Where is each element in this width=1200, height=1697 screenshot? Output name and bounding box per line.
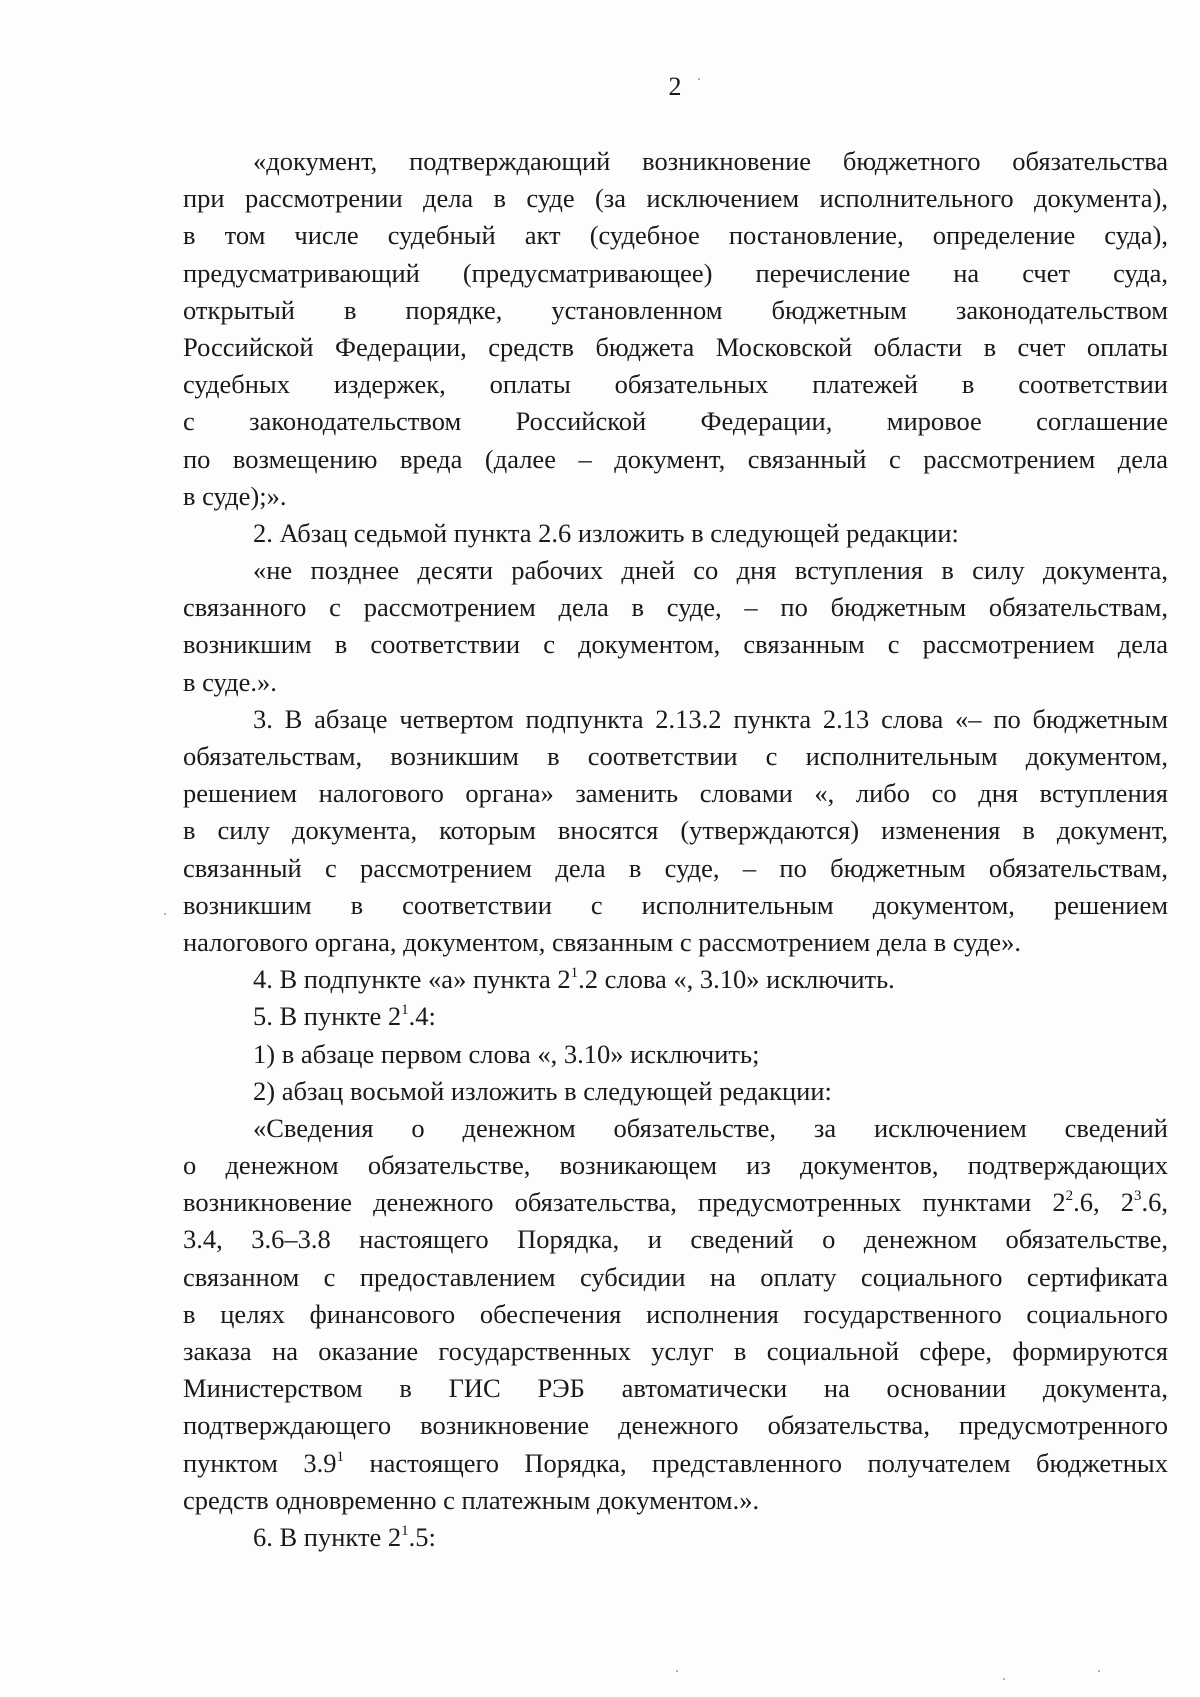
line-text: .6, 2 (1073, 1187, 1135, 1218)
line-text: открытый в порядке, установленном бюджетным законодательством (183, 294, 1168, 325)
superscript: 1 (336, 1448, 344, 1465)
text-line (183, 1407, 1168, 1444)
line-text: обязательствам, возникшим в соответствии с исполнительным документом, (183, 741, 1168, 771)
line-text: «документ, подтверждающий возникновение бюджетного обязательства (253, 146, 1168, 176)
text-line (183, 850, 1168, 887)
line-text: 6. В пункте 2 (253, 1521, 402, 1552)
text-line (183, 180, 1168, 217)
document-body (183, 143, 1168, 1556)
line-text: .5: (408, 1521, 436, 1552)
text-line (183, 1482, 1168, 1519)
line-text: связанном с предоставлением субсидии на оплату социального сертификата (183, 1261, 1168, 1292)
line-text: предусматривающий (предусматривающее) перечисление на счет суда, (183, 257, 1168, 288)
line-text: связанного с рассмотрением дела в суде, – по бюджетным обязательствам, (183, 592, 1168, 623)
line-text: заказа на оказание государственных услуг в социальной сфере, формируются (183, 1336, 1168, 1366)
line-text: Министерством в ГИС РЭБ автоматически на основании документа, (183, 1373, 1168, 1404)
line-text: «не позднее десяти рабочих дней со дня вступления в силу документа, (253, 555, 1168, 586)
text-line (183, 441, 1168, 478)
text-line (183, 329, 1168, 366)
line-text: о денежном обязательстве, возникающем из документов, подтверждающих (183, 1150, 1168, 1181)
text-line (183, 1147, 1168, 1184)
line-text: настоящего Порядка, представленного получателем бюджетных (343, 1447, 1168, 1478)
line-text: решением налогового органа» заменить словами «, либо со дня вступления (183, 778, 1168, 809)
text-line (183, 701, 1168, 738)
line-text: средств одновременно с платежным документом.». (183, 1484, 760, 1515)
text-line (183, 403, 1168, 440)
line-text: судебных издержек, оплаты обязательных платежей в соответствии (183, 369, 1168, 400)
text-line (183, 1073, 1168, 1110)
text-line (183, 775, 1168, 812)
text-line (183, 1370, 1168, 1407)
text-line (183, 812, 1168, 849)
text-line (183, 366, 1168, 403)
line-text: возникшим в соответствии с исполнительным документом, решением (183, 889, 1168, 920)
superscript: 1 (401, 1002, 409, 1019)
scan-speck (1098, 1670, 1100, 1672)
text-line (183, 887, 1168, 924)
superscript: 1 (570, 965, 579, 982)
line-text: подтверждающего возникновение денежного обязательства, предусмотренного (183, 1410, 1168, 1441)
text-line (183, 1519, 1168, 1556)
text-line (183, 1036, 1168, 1073)
text-line (183, 552, 1168, 589)
line-text: 3.4, 3.6–3.8 настоящего Порядка, и сведений о денежном обязательстве, (183, 1224, 1168, 1255)
scan-speck (164, 913, 166, 915)
scan-speck (1003, 1678, 1005, 1680)
line-text: в силу документа, которым вносятся (утверждаются) изменения в документ, (183, 815, 1168, 846)
text-line (183, 1445, 1168, 1482)
superscript: 3 (1134, 1188, 1142, 1205)
line-text: с законодательством Российской Федерации, мировое соглашение (183, 406, 1168, 437)
text-line (183, 1296, 1168, 1333)
text-line (183, 217, 1168, 254)
text-line (183, 292, 1168, 329)
page-number: 2 (668, 72, 682, 101)
text-line (183, 1110, 1168, 1147)
text-line (183, 1333, 1168, 1370)
line-text: 2. Абзац седьмой пункта 2.6 изложить в следующей редакции: (253, 517, 959, 548)
line-text: .2 слова «, 3.10» исключить. (578, 964, 895, 995)
text-line (183, 589, 1168, 626)
text-line (183, 478, 1168, 515)
text-line (183, 961, 1168, 998)
line-text: .4: (408, 1001, 436, 1032)
line-text: при рассмотрении дела в суде (за исключением исполнительного документа), (183, 183, 1168, 214)
superscript: 1 (401, 1522, 409, 1539)
text-line (183, 924, 1168, 961)
text-line (183, 1221, 1168, 1258)
text-line (183, 255, 1168, 292)
line-text: 4. В подпункте «а» пункта 2 (253, 964, 571, 995)
line-text: в целях финансового обеспечения исполнения государственного социального (183, 1298, 1168, 1329)
text-line (183, 626, 1168, 663)
superscript: 2 (1065, 1188, 1074, 1205)
text-line (183, 664, 1168, 701)
line-text: в суде);». (183, 480, 287, 511)
line-text: возникшим в соответствии с документом, связанным с рассмотрением дела (183, 629, 1168, 660)
line-text: налогового органа, документом, связанным с рассмотрением дела в суде». (183, 926, 1021, 957)
line-text: 1) в абзаце первом слова «, 3.10» исключить; (253, 1038, 760, 1069)
line-text: связанный с рассмотрением дела в суде, – по бюджетным обязательствам, (183, 852, 1168, 883)
scan-speck (676, 1670, 678, 1672)
scan-speck (698, 78, 700, 80)
text-line (183, 738, 1168, 775)
text-line (183, 998, 1168, 1035)
text-line (183, 515, 1168, 552)
line-text: Российской Федерации, средств бюджета Московской области в счет оплаты (183, 331, 1168, 362)
text-line (183, 1184, 1168, 1221)
line-text: возникновение денежного обязательства, предусмотренных пунктами 2 (183, 1187, 1066, 1218)
line-text: 3. В абзаце четвертом подпункта 2.13.2 пункта 2.13 слова «– по бюджетным (253, 703, 1168, 734)
line-text: 2) абзац восьмой изложить в следующей редакции: (253, 1075, 832, 1106)
line-text: .6, (1141, 1187, 1169, 1218)
line-text: по возмещению вреда (далее – документ, связанный с рассмотрением дела (183, 443, 1168, 474)
text-line (183, 143, 1168, 180)
text-line (183, 1259, 1168, 1296)
line-text: «Сведения о денежном обязательстве, за исключением сведений (253, 1112, 1168, 1143)
line-text: 5. В пункте 2 (253, 1001, 402, 1032)
line-text: пунктом 3.9 (183, 1447, 337, 1478)
line-text: в том числе судебный акт (судебное постановление, определение суда), (183, 220, 1168, 251)
line-text: в суде.». (183, 666, 277, 697)
